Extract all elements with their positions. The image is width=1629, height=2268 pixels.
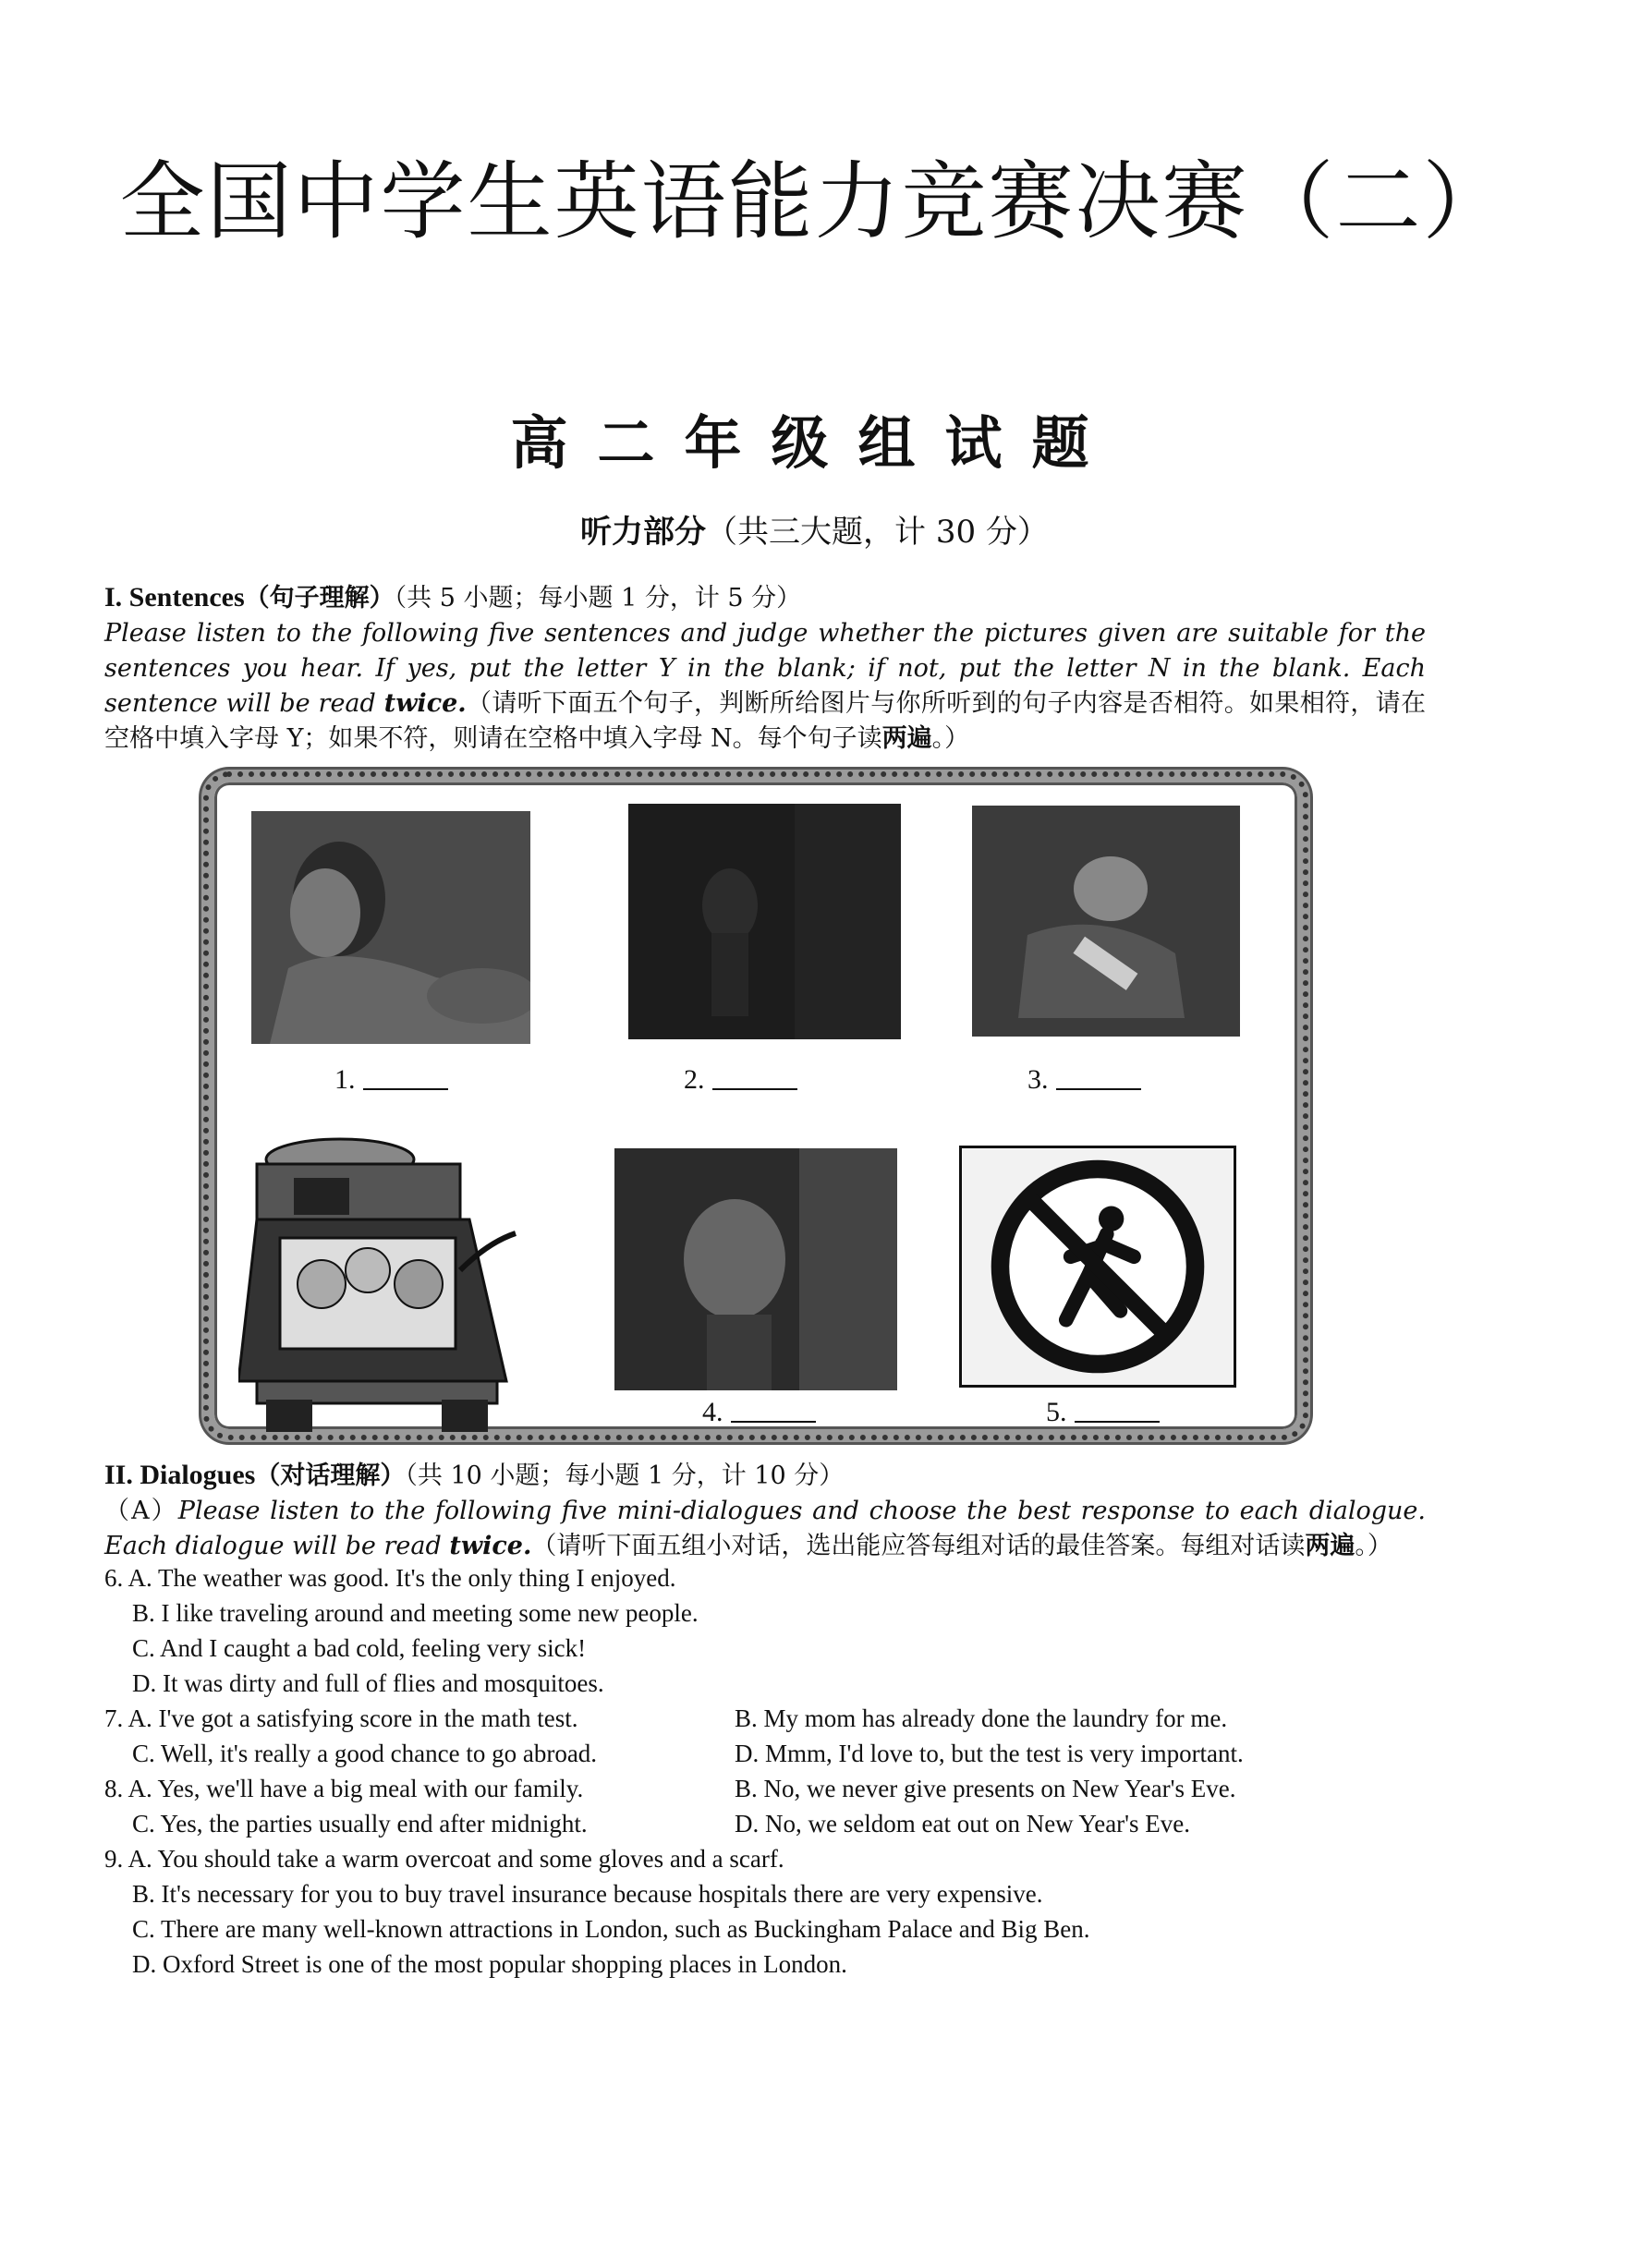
no-pedestrian-sign-art (962, 1148, 1234, 1385)
section2-part-a-label: （A） (104, 1497, 178, 1525)
blank-2-number: 2. (684, 1064, 705, 1095)
part-title-bold: 听力部分 (580, 514, 707, 551)
section1-instruction (104, 616, 1426, 757)
section2-heading-score: （共 10 小题；每小题 1 分，计 10 分） (405, 1461, 845, 1490)
blank-2[interactable] (684, 1064, 797, 1096)
section1-instruction-cn-bold: 两遍 (881, 724, 932, 753)
blank-4-line[interactable] (731, 1421, 816, 1423)
part-title (0, 506, 1629, 552)
no-pedestrian-sign (959, 1146, 1236, 1388)
blank-3-number: 3. (1027, 1064, 1049, 1095)
q9-option-b[interactable]: B. It's necessary for you to buy travel insurance because hospitals there are very expensive. (132, 1880, 1043, 1908)
section2-instruction-twice: twice. (449, 1532, 532, 1560)
q6-option-d[interactable]: D. It was dirty and full of flies and mosquitoes. (132, 1669, 604, 1697)
blank-2-line[interactable] (712, 1088, 797, 1090)
q8-option-a[interactable]: 8. A. Yes, we'll have a big meal with our family. (104, 1775, 584, 1802)
blank-5-number: 5. (1046, 1397, 1067, 1427)
photo-dark-room (628, 804, 901, 1039)
q6-option-b[interactable]: B. I like traveling around and meeting some new people. (132, 1599, 699, 1627)
section1-heading-score: （共 5 小题；每小题 1 分，计 5 分） (394, 584, 802, 612)
section1-heading-en: I. Sentences (104, 582, 245, 612)
q9-option-c[interactable]: C. There are many well-known attractions in London, such as Buckingham Palace and Big Ben. (132, 1915, 1090, 1943)
section1-instruction-en: Please listen to the following five sentences and judge whether the pictures given are suitable for the sentences you hear. If yes, put the letter Y in the blank; if not, put the letter N in the blank. Each sentence will be read (104, 619, 1426, 718)
section2-heading-en: II. Dialogues (104, 1460, 256, 1490)
section1-block (104, 580, 1426, 757)
section2-instruction-cn-text: （请听下面五组小对话，选出能应答每组对话的最佳答案。每组对话读 (531, 1532, 1306, 1560)
q9-option-d[interactable]: D. Oxford Street is one of the most popular shopping places in London. (132, 1950, 847, 1978)
section2-block (104, 1458, 1426, 1564)
photo-dark-room-art (628, 804, 901, 1039)
section1-instruction-cn-text: （请听下面五个句子，判断所给图片与你所听到的句子内容是否相符。如果相符，请在空格中填入字母 Y；如果不符，则请在空格中填入字母 N。每个句子读 (104, 689, 1426, 753)
section1-instruction-twice: twice. (383, 689, 467, 718)
section2-instruction-cn-end: 。） (1355, 1532, 1392, 1560)
section2-heading-cn: （对话理解） (255, 1461, 406, 1490)
q8-option-c[interactable]: C. Yes, the parties usually end after midnight. (132, 1810, 588, 1837)
q7-option-d[interactable]: D. Mmm, I'd love to, but the test is very important. (735, 1740, 1244, 1767)
photo-man-closeup (614, 1148, 897, 1390)
q7-option-a[interactable]: 7. A. I've got a satisfying score in the math test. (104, 1704, 578, 1732)
blank-5-line[interactable] (1075, 1421, 1160, 1423)
section1-instruction-cn-end: 。） (931, 724, 970, 753)
blank-1-line[interactable] (363, 1088, 448, 1090)
section2-heading (104, 1458, 1426, 1494)
blank-4[interactable] (702, 1397, 816, 1428)
photo-man-portrait-art (251, 811, 530, 1044)
section2-instruction-en: Please listen to the following five mini-dialogues and choose the best response to each dialogue. Each dialogue will be read (104, 1497, 1426, 1560)
photo-injured-person-art (972, 806, 1240, 1037)
sub-title: 高二年级组试题 (510, 409, 1119, 477)
q9-option-a[interactable]: 9. A. You should take a warm overcoat and some gloves and a scarf. (104, 1845, 784, 1873)
blank-1[interactable] (334, 1064, 448, 1096)
blank-3-line[interactable] (1056, 1088, 1141, 1090)
q8-option-b[interactable]: B. No, we never give presents on New Year's Eve. (735, 1775, 1236, 1802)
section2-instruction (104, 1494, 1426, 1564)
q6-option-c[interactable]: C. And I caught a bad cold, feeling very sick! (132, 1634, 587, 1662)
q8-option-d[interactable]: D. No, we seldom eat out on New Year's Eve. (735, 1810, 1191, 1837)
section1-heading-cn: （句子理解） (244, 584, 395, 612)
blank-1-number: 1. (334, 1064, 356, 1095)
main-title: 全国中学生英语能力竞赛决赛（二） (119, 152, 1510, 251)
q7-option-b[interactable]: B. My mom has already done the laundry for me. (735, 1704, 1228, 1732)
blank-3[interactable] (1027, 1064, 1141, 1096)
cartoon-family-car-art (238, 1132, 543, 1437)
blank-4-number: 4. (702, 1397, 723, 1427)
section1-heading (104, 580, 1426, 616)
photo-man-portrait (251, 811, 530, 1044)
q7-option-c[interactable]: C. Well, it's really a good chance to go abroad. (132, 1740, 598, 1767)
blank-5[interactable] (1046, 1397, 1160, 1428)
photo-injured-person (972, 806, 1240, 1037)
photo-man-closeup-art (614, 1148, 897, 1390)
part-title-rest: （共三大题，计 30 分） (706, 514, 1049, 551)
section2-instruction-cn (531, 1532, 1392, 1560)
q6-option-a[interactable]: 6. A. The weather was good. It's the only thing I enjoyed. (104, 1564, 676, 1592)
section2-instruction-cn-bold: 两遍 (1305, 1532, 1355, 1560)
cartoon-family-car (238, 1132, 543, 1437)
